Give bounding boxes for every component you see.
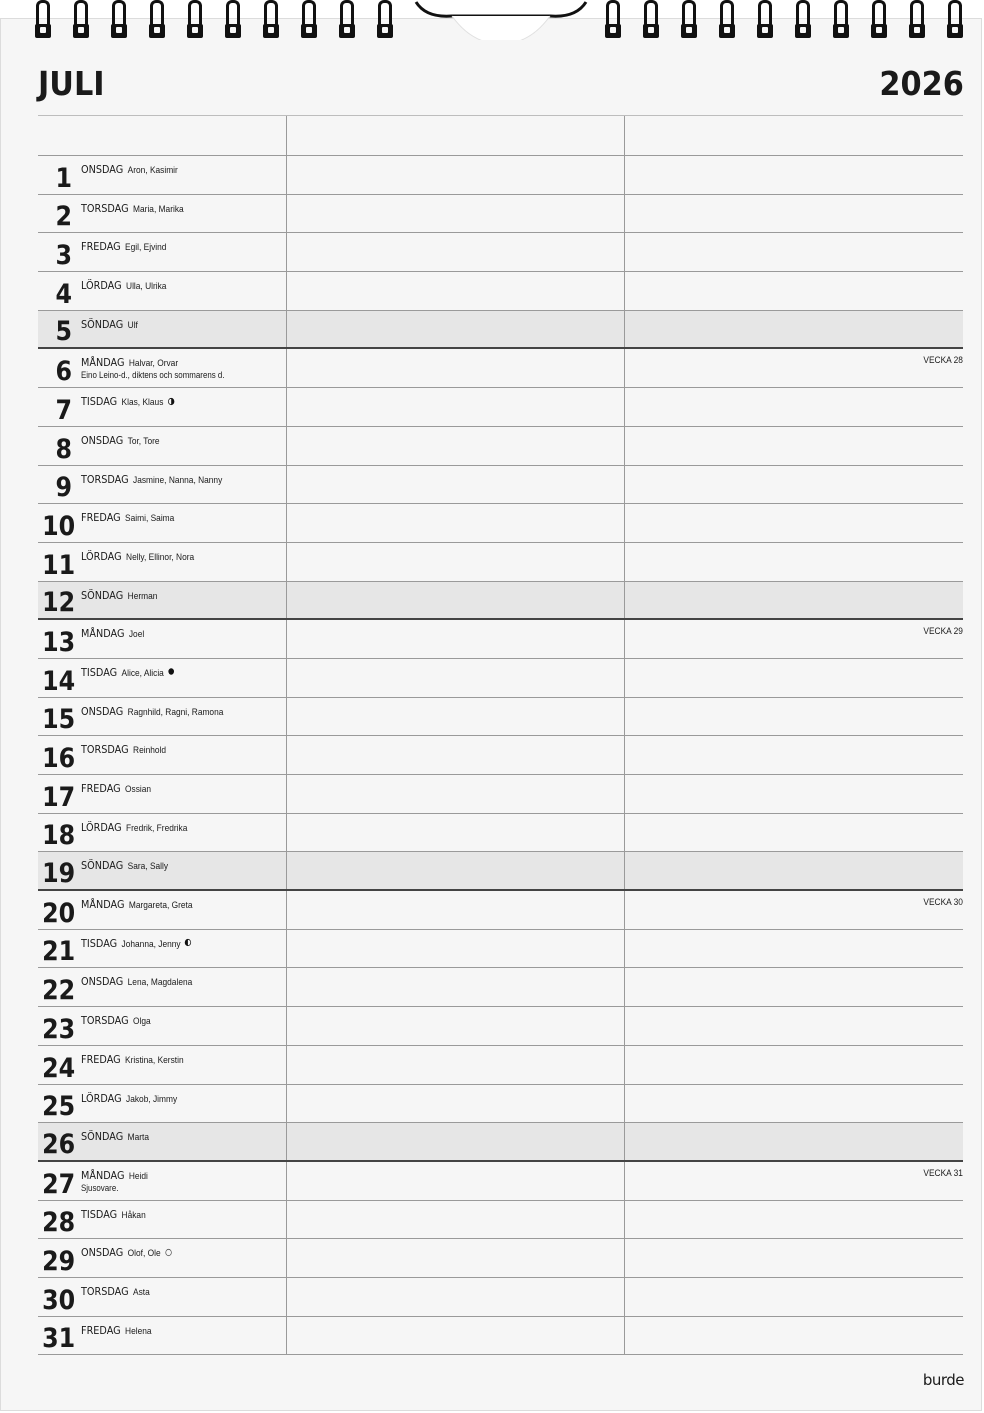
day-number: 22	[42, 975, 76, 1007]
day-info	[81, 279, 166, 292]
day-number: 29	[42, 1245, 76, 1277]
weekday-name: TISDAG	[81, 665, 118, 679]
spiral-coil	[604, 0, 622, 40]
day-info	[81, 975, 192, 988]
spiral-binding-right	[604, 0, 964, 40]
spiral-coil	[300, 0, 318, 40]
day-info	[81, 1285, 150, 1298]
day-info	[81, 859, 168, 872]
day-row[interactable]	[38, 1317, 963, 1356]
weekday-name: TISDAG	[81, 1207, 118, 1221]
column-divider	[624, 736, 625, 774]
day-row[interactable]	[38, 504, 963, 543]
day-row[interactable]	[38, 1007, 963, 1046]
day-info	[81, 666, 175, 679]
weekday-name: TISDAG	[81, 395, 118, 409]
weekday-name: FREDAG	[81, 1323, 121, 1337]
spiral-coil	[224, 0, 242, 40]
day-info	[81, 318, 138, 331]
column-divider	[624, 1162, 625, 1200]
column-divider	[624, 349, 625, 387]
column-divider	[624, 1085, 625, 1123]
column-divider	[624, 698, 625, 736]
name-day: Maria, Marika	[133, 203, 184, 215]
column-divider	[624, 891, 625, 929]
spiral-binding-left	[34, 0, 394, 40]
column-divider	[286, 116, 287, 155]
weekday-name: ONSDAG	[81, 433, 124, 447]
column-divider	[286, 466, 287, 504]
name-day: Halvar, Orvar	[128, 358, 179, 370]
day-info	[81, 782, 151, 795]
spiral-coil	[186, 0, 204, 40]
column-divider	[286, 272, 287, 310]
weekday-name: FREDAG	[81, 240, 121, 254]
weekday-name: LÖRDAG	[81, 820, 122, 834]
day-number: 17	[42, 781, 76, 813]
column-divider	[624, 504, 625, 542]
day-row[interactable]	[38, 1085, 963, 1124]
column-divider	[624, 1317, 625, 1355]
column-divider	[624, 1201, 625, 1239]
day-info	[81, 473, 222, 486]
name-day: Håkan	[121, 1209, 146, 1221]
day-row[interactable]	[38, 698, 963, 737]
day-number: 1	[55, 162, 72, 194]
day-info	[81, 743, 166, 756]
day-row[interactable]	[38, 272, 963, 311]
column-divider	[286, 582, 287, 619]
spiral-coil	[642, 0, 660, 40]
day-info	[81, 1246, 172, 1259]
spiral-coil	[794, 0, 812, 40]
spiral-coil	[110, 0, 128, 40]
day-row[interactable]	[38, 543, 963, 582]
day-number: 2	[55, 201, 72, 233]
day-number: 14	[42, 665, 76, 697]
day-info	[81, 589, 157, 602]
column-divider	[286, 543, 287, 581]
month-title: JULI	[38, 64, 105, 103]
column-divider	[286, 195, 287, 233]
column-divider	[624, 195, 625, 233]
name-day: Lena, Magdalena	[127, 977, 193, 989]
column-divider	[624, 1007, 625, 1045]
column-divider	[624, 543, 625, 581]
column-divider	[624, 311, 625, 348]
name-day: Tor, Tore	[127, 435, 160, 447]
name-day: Ossian	[125, 784, 152, 795]
column-divider	[286, 814, 287, 852]
day-number: 13	[42, 626, 76, 658]
day-row[interactable]	[38, 156, 963, 195]
day-note: Eino Leino-d., diktens och sommarens d.	[81, 370, 225, 381]
week-number: VECKA 28	[923, 355, 963, 367]
day-info	[81, 434, 160, 447]
column-divider	[624, 659, 625, 697]
name-day: Heidi	[128, 1170, 148, 1182]
day-number: 10	[42, 510, 76, 542]
name-day: Jakob, Jimmy	[126, 1093, 178, 1105]
name-day: Asta	[133, 1286, 150, 1298]
weekday-name: FREDAG	[81, 782, 121, 795]
spiral-coil	[72, 0, 90, 40]
week-number: VECKA 30	[923, 897, 963, 909]
day-row[interactable]	[38, 775, 963, 814]
column-divider	[624, 116, 625, 155]
day-row[interactable]	[38, 1278, 963, 1317]
column-divider	[286, 1007, 287, 1045]
day-row[interactable]	[38, 1239, 963, 1278]
column-divider	[286, 1201, 287, 1239]
day-info	[81, 202, 184, 215]
column-divider	[624, 620, 625, 658]
weekday-name: LÖRDAG	[81, 549, 122, 563]
grid-header-row	[38, 115, 963, 156]
name-day: Joel	[128, 629, 145, 641]
day-info	[81, 240, 166, 253]
column-divider	[286, 775, 287, 813]
day-number: 26	[42, 1128, 76, 1160]
day-row[interactable]	[38, 852, 963, 891]
day-row[interactable]	[38, 427, 963, 466]
week-number: VECKA 29	[923, 626, 963, 638]
weekday-name: MÅNDAG	[81, 627, 125, 641]
name-day: Kristina, Kerstin	[125, 1054, 184, 1066]
day-info	[81, 1208, 146, 1221]
day-info	[81, 821, 187, 834]
weekday-name: FREDAG	[81, 511, 121, 525]
day-row[interactable]	[38, 388, 963, 427]
week-number: VECKA 31	[923, 1167, 963, 1179]
name-day: Ulla, Ulrika	[126, 281, 167, 293]
column-divider	[624, 968, 625, 1006]
spiral-coil	[946, 0, 964, 40]
day-number: 7	[55, 394, 72, 426]
column-divider	[286, 659, 287, 697]
name-day: Olga	[133, 1016, 151, 1028]
name-day: Ragnhild, Ragni, Ramona	[127, 706, 224, 718]
new-moon-icon	[167, 667, 175, 679]
name-day: Nelly, Ellinor, Nora	[126, 551, 195, 563]
spiral-coil	[262, 0, 280, 40]
column-divider	[286, 1123, 287, 1160]
day-number: 4	[55, 278, 72, 310]
day-number: 15	[42, 704, 76, 736]
weekday-name: LÖRDAG	[81, 279, 122, 293]
name-day: Olof, Ole	[127, 1248, 161, 1260]
calendar-grid	[38, 115, 963, 1355]
day-info	[81, 1092, 177, 1105]
name-day: Jasmine, Nanna, Nanny	[133, 474, 223, 486]
name-day: Reinhold	[133, 745, 167, 757]
day-row[interactable]	[38, 891, 963, 930]
column-divider	[286, 1317, 287, 1355]
spiral-coil	[756, 0, 774, 40]
spiral-coil	[148, 0, 166, 40]
name-day: Herman	[127, 590, 158, 602]
day-row[interactable]	[38, 582, 963, 621]
day-row[interactable]	[38, 349, 963, 388]
day-row[interactable]	[38, 1162, 963, 1201]
column-divider	[624, 388, 625, 426]
column-divider	[624, 1046, 625, 1084]
column-divider	[624, 1278, 625, 1316]
name-day: Ulf	[127, 319, 138, 331]
column-divider	[286, 620, 287, 658]
day-number: 3	[55, 240, 72, 272]
column-divider	[286, 1162, 287, 1200]
day-number: 23	[42, 1013, 76, 1045]
day-info	[81, 1324, 152, 1337]
spiral-coil	[870, 0, 888, 40]
name-day: Sara, Sally	[127, 861, 169, 873]
weekday-name: MÅNDAG	[81, 1168, 125, 1182]
name-day: Alice, Alicia	[121, 667, 164, 679]
column-divider	[286, 852, 287, 889]
name-day: Johanna, Jenny	[121, 938, 181, 950]
day-number: 20	[42, 897, 76, 929]
spiral-coil	[718, 0, 736, 40]
column-divider	[286, 388, 287, 426]
name-day: Margareta, Greta	[128, 900, 193, 912]
day-row[interactable]	[38, 736, 963, 775]
day-number: 12	[42, 587, 76, 619]
spiral-coil	[338, 0, 356, 40]
column-divider	[286, 504, 287, 542]
day-number: 21	[42, 936, 76, 968]
weekday-name: TISDAG	[81, 936, 118, 950]
full-moon-icon	[164, 1248, 172, 1260]
name-day: Egil, Ejvind	[125, 242, 167, 254]
day-row[interactable]	[38, 195, 963, 234]
name-day: Helena	[125, 1325, 152, 1337]
day-number: 9	[55, 472, 72, 504]
column-divider	[286, 891, 287, 929]
day-row[interactable]	[38, 466, 963, 505]
last-quarter-moon-icon	[184, 938, 192, 950]
day-number: 19	[42, 858, 76, 890]
name-day: Fredrik, Fredrika	[126, 822, 188, 834]
first-quarter-moon-icon	[167, 397, 175, 409]
day-row[interactable]	[38, 233, 963, 272]
column-divider	[286, 427, 287, 465]
day-info	[81, 163, 178, 176]
column-divider	[286, 1278, 287, 1316]
day-info	[81, 1169, 148, 1182]
column-divider	[624, 466, 625, 504]
day-info	[81, 1014, 151, 1027]
weekday-name: TORSDAG	[81, 743, 129, 757]
day-info	[81, 627, 144, 640]
weekday-name: SÖNDAG	[81, 317, 124, 331]
spiral-coil	[376, 0, 394, 40]
name-day: Aron, Kasimir	[127, 165, 178, 176]
column-divider	[624, 775, 625, 813]
day-row[interactable]	[38, 311, 963, 350]
weekday-name: ONSDAG	[81, 163, 124, 176]
day-row[interactable]	[38, 1046, 963, 1085]
hanger-hook	[412, 0, 590, 40]
day-number: 31	[42, 1323, 76, 1355]
column-divider	[286, 968, 287, 1006]
column-divider	[286, 156, 287, 194]
day-number: 25	[42, 1091, 76, 1123]
column-divider	[624, 930, 625, 968]
day-number: 27	[42, 1168, 76, 1200]
day-row[interactable]	[38, 620, 963, 659]
weekday-name: ONSDAG	[81, 975, 124, 989]
column-divider	[286, 736, 287, 774]
day-row[interactable]	[38, 1201, 963, 1240]
weekday-name: ONSDAG	[81, 1246, 124, 1260]
day-info	[81, 356, 178, 369]
spiral-coil	[832, 0, 850, 40]
day-number: 16	[42, 743, 76, 774]
day-number: 28	[42, 1207, 76, 1239]
weekday-name: FREDAG	[81, 1052, 121, 1066]
day-info	[81, 937, 192, 950]
column-divider	[624, 582, 625, 619]
day-info	[81, 705, 223, 718]
column-divider	[286, 1239, 287, 1277]
weekday-name: ONSDAG	[81, 704, 124, 718]
weekday-name: SÖNDAG	[81, 859, 124, 873]
day-info	[81, 395, 175, 408]
name-day: Klas, Klaus	[121, 397, 164, 409]
day-number: 5	[55, 316, 72, 348]
column-divider	[286, 233, 287, 271]
name-day: Saimi, Saima	[125, 513, 175, 525]
column-divider	[624, 1123, 625, 1160]
column-divider	[624, 427, 625, 465]
column-divider	[624, 272, 625, 310]
column-divider	[286, 698, 287, 736]
day-note: Sjusovare.	[81, 1182, 119, 1193]
column-divider	[624, 814, 625, 852]
day-number: 24	[42, 1052, 76, 1084]
weekday-name: SÖNDAG	[81, 588, 124, 602]
day-number: 6	[55, 356, 72, 388]
column-divider	[624, 156, 625, 194]
weekday-name: TORSDAG	[81, 472, 129, 486]
column-divider	[286, 1085, 287, 1123]
weekday-name: TORSDAG	[81, 201, 129, 215]
column-divider	[286, 1046, 287, 1084]
day-info	[81, 1053, 184, 1066]
name-day: Marta	[127, 1132, 150, 1144]
spiral-coil	[680, 0, 698, 40]
day-row[interactable]	[38, 814, 963, 853]
day-row[interactable]	[38, 930, 963, 969]
day-number: 8	[55, 433, 72, 465]
day-info	[81, 550, 194, 563]
weekday-name: LÖRDAG	[81, 1091, 122, 1105]
spiral-coil	[34, 0, 52, 40]
day-number: 30	[42, 1284, 76, 1316]
column-divider	[624, 233, 625, 271]
weekday-name: MÅNDAG	[81, 898, 125, 912]
year-title: 2026	[879, 64, 964, 103]
weekday-name: TORSDAG	[81, 1284, 129, 1298]
column-divider	[624, 852, 625, 889]
day-row[interactable]	[38, 659, 963, 698]
day-info	[81, 898, 193, 911]
column-divider	[286, 930, 287, 968]
column-divider	[624, 1239, 625, 1277]
day-info	[81, 1130, 149, 1143]
day-row[interactable]	[38, 1123, 963, 1162]
weekday-name: TORSDAG	[81, 1014, 129, 1028]
column-divider	[286, 349, 287, 387]
weekday-name: SÖNDAG	[81, 1130, 124, 1144]
day-info	[81, 511, 174, 524]
weekday-name: MÅNDAG	[81, 356, 125, 370]
column-divider	[286, 311, 287, 348]
spiral-coil	[908, 0, 926, 40]
day-row[interactable]	[38, 968, 963, 1007]
day-number: 18	[42, 820, 76, 852]
day-number: 11	[42, 549, 76, 581]
brand-logo: burde	[922, 1371, 964, 1389]
